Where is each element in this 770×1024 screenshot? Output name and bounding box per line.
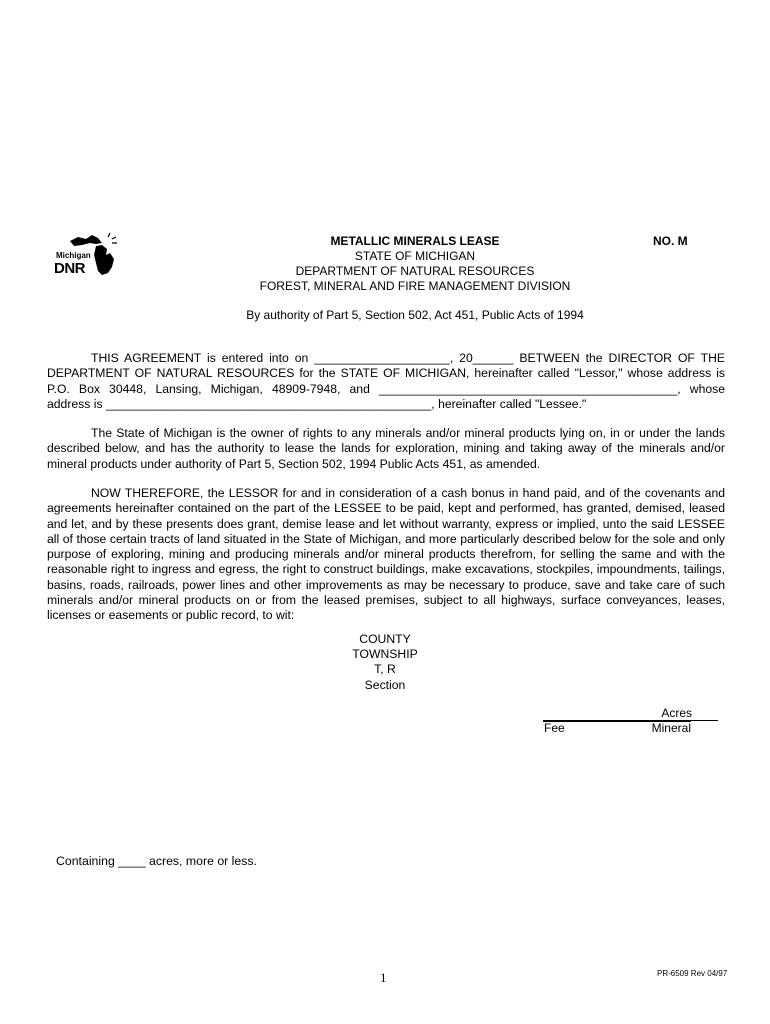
containing-acres-line: Containing ____ acres, more or less.: [56, 854, 257, 868]
logo-michigan-text: Michigan: [56, 251, 91, 260]
county-label: COUNTY: [359, 632, 411, 646]
mineral-label: Mineral: [651, 721, 691, 735]
fee-label: Fee: [544, 721, 565, 735]
lease-title: METALLIC MINERALS LEASE: [330, 234, 500, 248]
now-therefore-text: NOW THEREFORE, the LESSOR for and in consideration of a cash bonus in hand paid, and of the covenants and agreements hereinafter contained on the part of the LESSEE to be paid, kept and performed, has granted, demised, leased and let, and by these presents does grant, demise lease and let without warranty, express or implied, unto the said LESSEE all of those certain tracts of land situated in the State of Michigan, and more particularly described below for the sole and only purpose of exploring, mining and producing minerals and/or mineral products therefrom, for selling the same and with the reasonable right to ingress and egress, the right to construct buildings, make excavations, stockpiles, impoundments, tailings, basins, roads, railroads, power lines and other improvements as may be necessary to produce, save and take care of such minerals and/or mineral products on or from the leased premises, subject to all highways, surface conveyances, leases, licenses or easements or public record, to wit:: [47, 486, 725, 623]
agreement-paragraph: [47, 351, 725, 412]
section-label: Section: [364, 677, 406, 692]
header-state: STATE OF MICHIGAN: [354, 249, 476, 263]
acres-header: Acres: [543, 706, 718, 721]
agreement-text-4: , whose address is: [47, 381, 725, 411]
tr-label: T, R: [374, 662, 396, 677]
owner-paragraph-text: The State of Michigan is the owner of rights to any minerals and/or mineral products lying on, in or under the lands described below, and has the authority to lease the lands for exploration, mining and taking away of the minerals and/or mineral products under authority of Part 5, Section 502, 1994 Public Acts 451, as amended.: [47, 426, 725, 471]
header-department: DEPARTMENT OF NATURAL RESOURCES: [295, 264, 535, 278]
header-division: FOREST, MINERAL AND FIRE MANAGEMENT DIVISION: [259, 279, 571, 293]
lease-number-label: NO. M: [653, 234, 688, 248]
agreement-text-5: , hereinafter called "Lessee.": [431, 396, 587, 411]
page-number: 1: [380, 970, 387, 985]
agreement-text-1: THIS AGREEMENT is entered into on: [91, 351, 309, 365]
now-therefore-paragraph: [47, 486, 725, 624]
date-blank[interactable]: ____________________: [314, 351, 450, 365]
lessee-name-blank[interactable]: ____________________________________________: [379, 381, 678, 396]
township-label: TOWNSHIP: [352, 647, 418, 662]
logo-dnr-text: DNR: [54, 260, 85, 277]
lessee-address-blank[interactable]: ________________________________________________: [105, 396, 432, 411]
form-id: PR-6509 Rev 04/97: [657, 969, 728, 978]
fee-mineral-row: [543, 721, 691, 735]
agreement-text-2: , 20: [449, 351, 473, 365]
owner-paragraph: [47, 426, 725, 472]
authority-line: By authority of Part 5, Section 502, Act 451, Public Acts of 1994: [246, 308, 584, 322]
year-blank[interactable]: ______: [472, 351, 514, 365]
agreement-text-3: BETWEEN the DIRECTOR OF THE DEPARTMENT OF NATURAL RESOURCES for the STATE OF MICHIGAN, hereinafter called "Lessor," whose address is P.O. Box 30448, Lansing, Michigan, 48909-7948, and: [47, 351, 725, 396]
land-description: [0, 632, 770, 693]
